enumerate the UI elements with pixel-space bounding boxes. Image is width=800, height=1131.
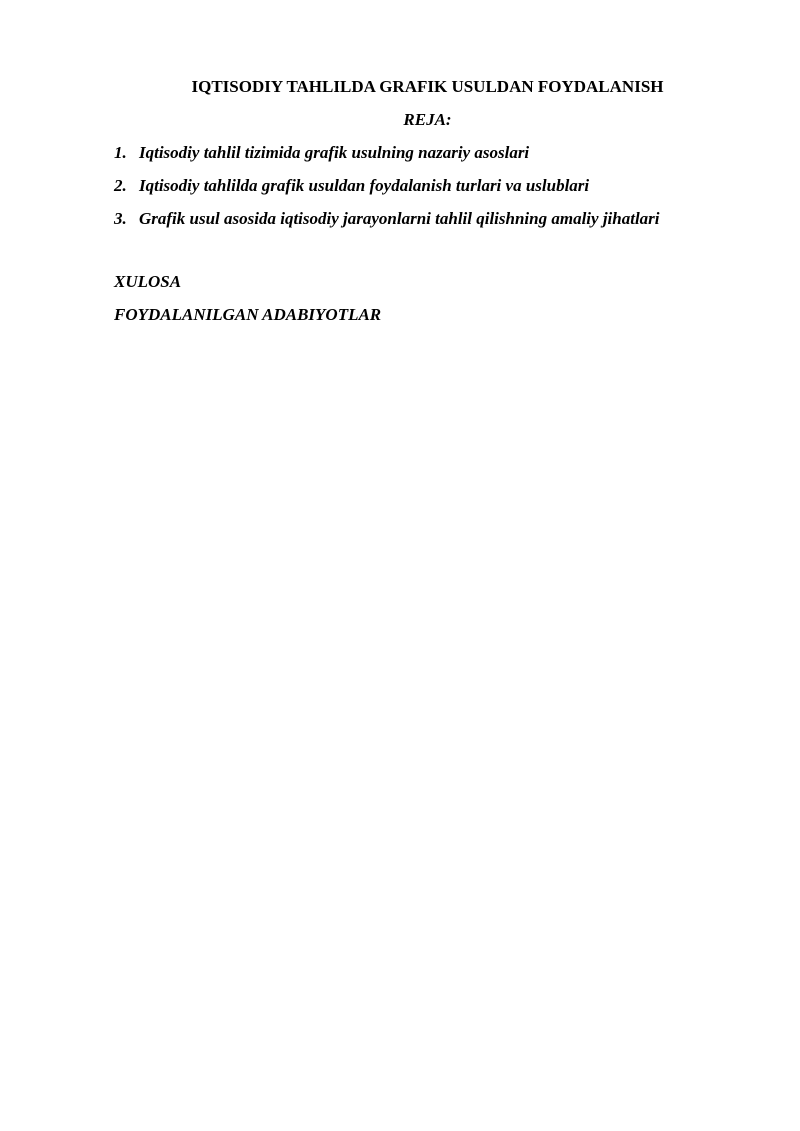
- document-title: IQTISODIY TAHLILDA GRAFIK USULDAN FOYDALANISH: [191, 77, 664, 96]
- plan-item-number: 1.: [114, 143, 127, 162]
- plan-item-text: Grafik usul asosida iqtisodiy jarayonlarni tahlil qilishning amaliy jihatlari: [139, 209, 660, 228]
- plan-list: [114, 142, 660, 241]
- plan-item-text: Iqtisodiy tahlil tizimida grafik usulning nazariy asoslari: [139, 143, 530, 162]
- plan-item-number: 2.: [114, 176, 127, 195]
- plan-item: [114, 208, 660, 241]
- plan-item-number: 3.: [114, 209, 127, 228]
- references-heading: FOYDALANILGAN ADABIYOTLAR: [114, 305, 382, 324]
- conclusion-heading: XULOSA: [114, 272, 182, 291]
- plan-item: [114, 142, 660, 175]
- plan-heading: REJA:: [403, 110, 452, 129]
- plan-item: [114, 175, 660, 208]
- plan-item-text: Iqtisodiy tahlilda grafik usuldan foydalanish turlari va uslublari: [139, 176, 590, 195]
